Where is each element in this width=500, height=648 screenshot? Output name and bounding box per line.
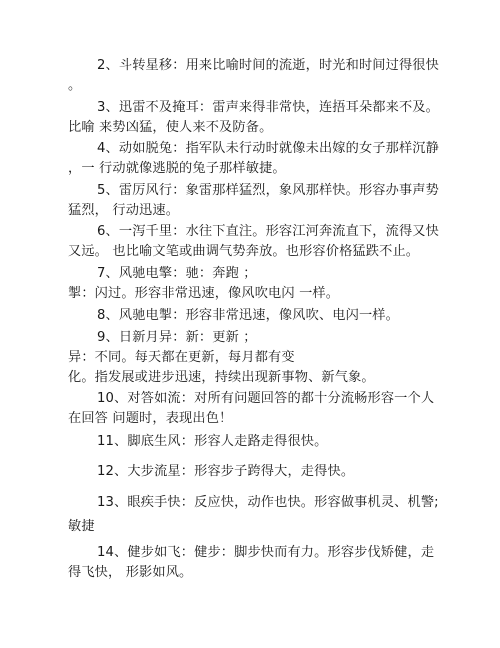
text-line: 9、日新月异：新：更新 ； bbox=[97, 330, 257, 345]
text-line: 在回答 问题时，表现出色！ bbox=[68, 411, 233, 426]
text-line: 3、迅雷不及掩耳：雷声来得非常快，连捂耳朵都来不及。 bbox=[97, 100, 439, 115]
text-line: 5、雷厉风行：象雷那样猛烈，象风那样快。形容办事声势 bbox=[97, 183, 439, 198]
text-line: 7、风驰电擎：驰：奔跑 ； bbox=[97, 266, 257, 281]
text-line: 6、一泻千里：水往下直注。形容江河奔流直下，流得又快 bbox=[97, 224, 439, 239]
text-line: 又远。 也比喻文笔或曲调气势奔放。也形容价格猛跌不止。 bbox=[68, 244, 420, 259]
text-line: 11、脚底生风：形容人走路走得很快。 bbox=[97, 434, 328, 449]
text-line: 掣：闪过。形容非常迅速，像风吹电闪 一样。 bbox=[68, 286, 340, 301]
text-line: 8、风驰电掣：形容非常迅速，像风吹、电闪一样。 bbox=[97, 308, 399, 323]
text-line: 13、眼疾手快：反应快，动作也快。形容做事机灵、机警; bbox=[97, 495, 439, 510]
text-line: 12、大步流星：形容步子跨得大，走得快。 bbox=[97, 464, 355, 479]
text-line: 。 bbox=[68, 78, 82, 93]
text-line: ，一 行动就像逃脱的兔子那样敏捷。 bbox=[68, 161, 286, 176]
text-line: 2、斗转星移：用来比喻时间的流逝，时光和时间过得很快 bbox=[97, 58, 439, 73]
text-line: 得飞快， 形影如风。 bbox=[68, 565, 193, 580]
text-line: 10、对答如流：对所有问题回答的都十分流畅形容一个人 bbox=[97, 391, 435, 406]
text-line: 猛烈， 行动迅速。 bbox=[68, 203, 180, 218]
text-line: 比喻 来势凶猛，使人来不及防备。 bbox=[68, 120, 273, 135]
text-line: 14、健步如飞：健步：脚步快而有力。形容步伐矫健，走 bbox=[97, 545, 435, 560]
text-line: 异：不同。每天都在更新，每月都有变 bbox=[68, 350, 295, 365]
text-line: 4、动如脱兔：指军队未行动时就像未出嫁的女子那样沉静 bbox=[97, 141, 439, 156]
text-line: 敏捷 bbox=[68, 519, 95, 534]
text-line: 化。指发展或进步迅速，持续出现新事物、新气象。 bbox=[68, 370, 375, 385]
